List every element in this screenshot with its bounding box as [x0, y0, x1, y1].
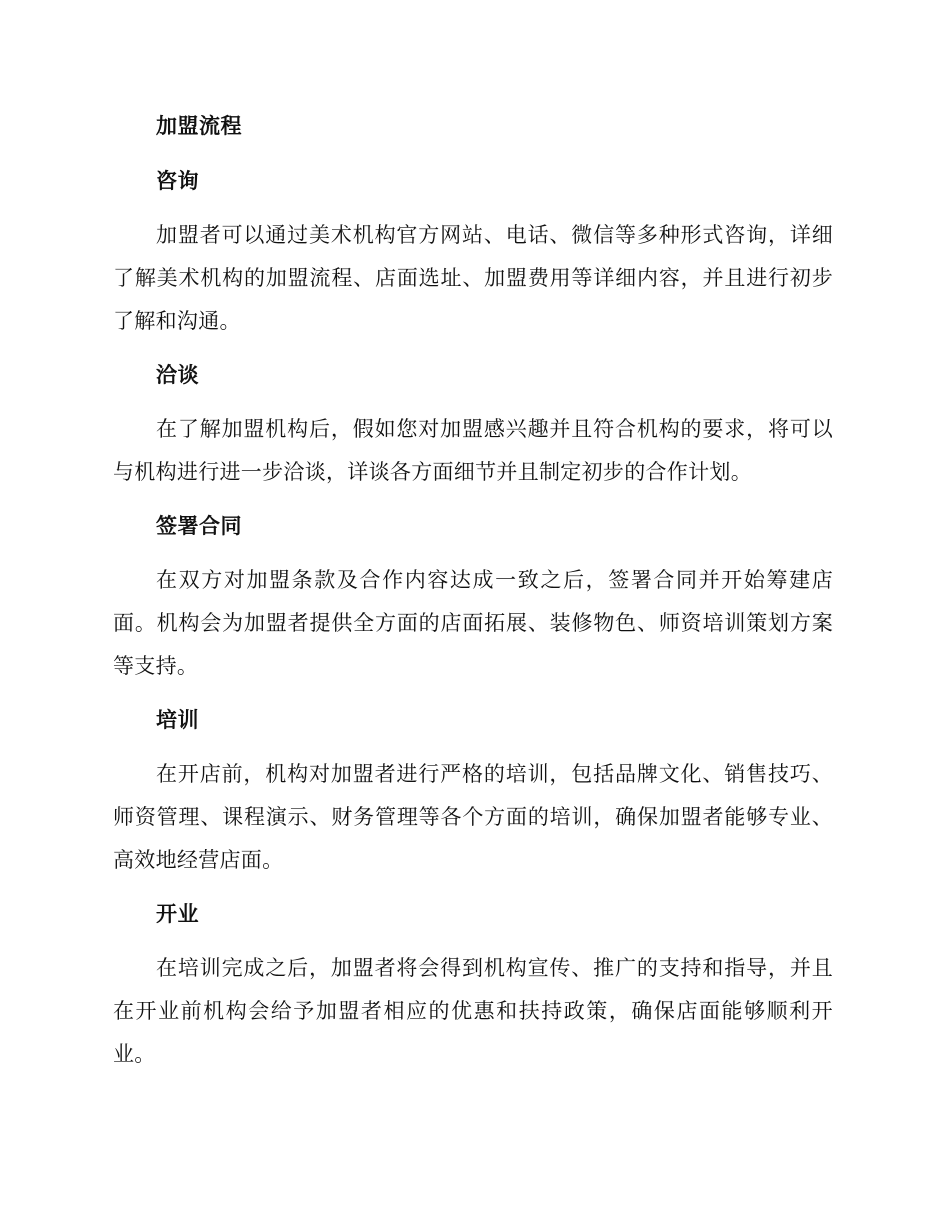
section-sign-contract	[113, 503, 833, 688]
section-consultation	[113, 158, 833, 343]
section-paragraph: 在双方对加盟条款及合作内容达成一致之后，签署合同并开始筹建店面。机构会为加盟者提供全方面的店面拓展、装修物色、师资培训策划方案等支持。	[113, 568, 833, 678]
section-heading: 签署合同	[156, 514, 242, 538]
section-paragraph: 在开店前，机构对加盟者进行严格的培训，包括品牌文化、销售技巧、师资管理、课程演示、财务管理等各个方面的培训，确保加盟者能够专业、高效地经营店面。	[113, 762, 833, 872]
section-training	[113, 697, 833, 882]
section-paragraph: 加盟者可以通过美术机构官方网站、电话、微信等多种形式咨询，详细了解美术机构的加盟流程、店面选址、加盟费用等详细内容，并且进行初步了解和沟通。	[113, 223, 833, 333]
section-heading: 洽谈	[156, 363, 199, 387]
document-title: 加盟流程	[156, 114, 242, 138]
section-heading: 培训	[156, 708, 199, 732]
section-paragraph: 在培训完成之后，加盟者将会得到机构宣传、推广的支持和指导，并且在开业前机构会给予加盟者相应的优惠和扶持政策，确保店面能够顺利开业。	[113, 956, 833, 1066]
section-heading: 咨询	[156, 169, 199, 193]
section-negotiation	[113, 352, 833, 494]
document-page	[113, 103, 833, 1076]
section-paragraph: 在了解加盟机构后，假如您对加盟感兴趣并且符合机构的要求，将可以与机构进行进一步洽谈，详谈各方面细节并且制定初步的合作计划。	[113, 417, 833, 484]
section-opening	[113, 891, 833, 1076]
section-heading: 开业	[156, 902, 199, 926]
